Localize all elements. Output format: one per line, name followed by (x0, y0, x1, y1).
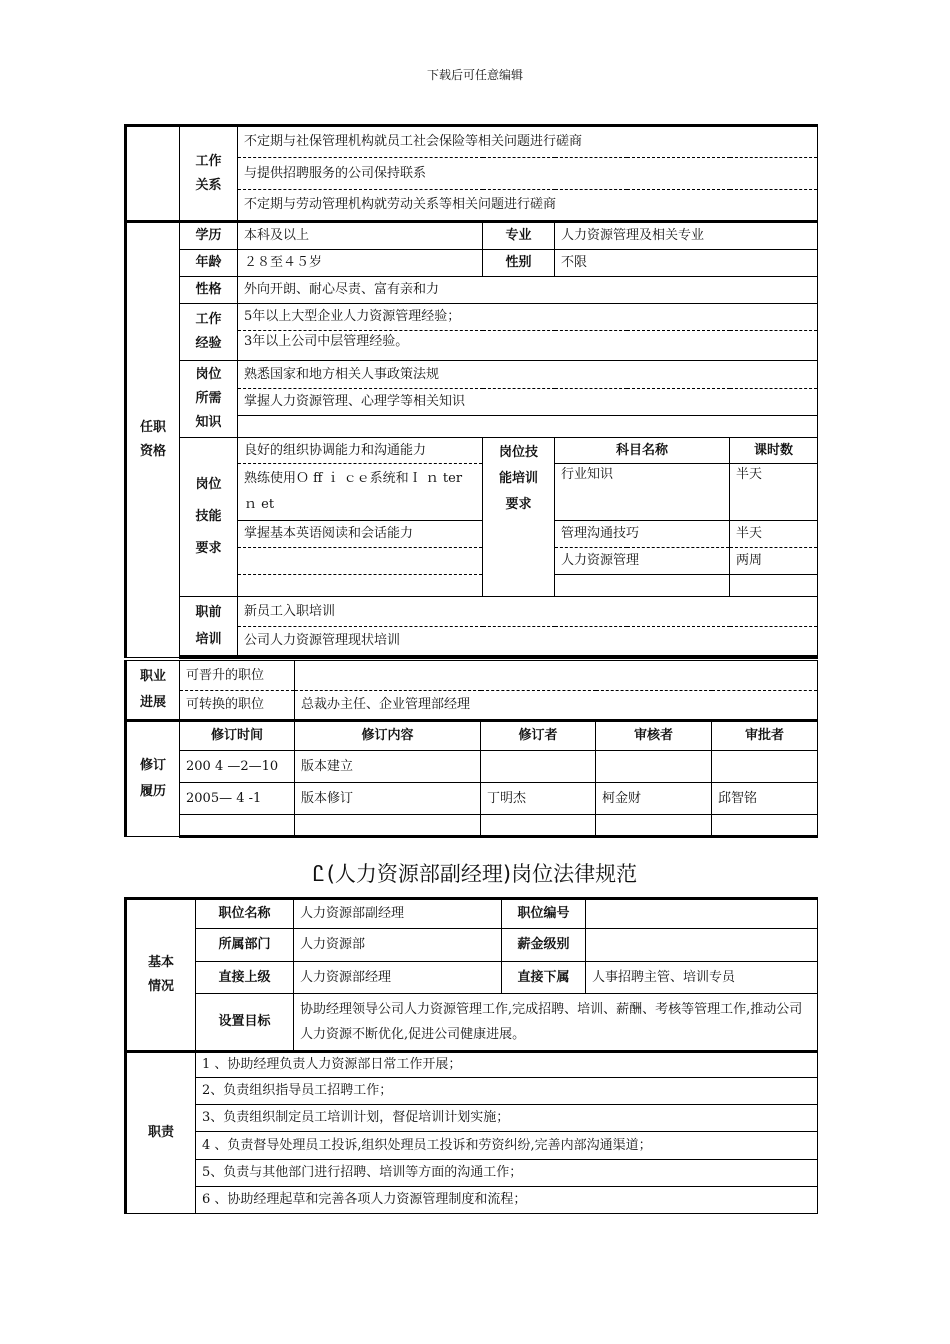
title-text: (人力资源部副经理)岗位法律规范 (326, 862, 638, 886)
section-title (0, 858, 950, 888)
pos-name-label: 职位名称 (196, 899, 294, 929)
pre-train-line: 新员工入职培训 (238, 597, 818, 627)
skill-line (238, 548, 483, 575)
duty-line: 2、负责组织指导员工招聘工作； (196, 1078, 818, 1105)
skill-line: 良好的组织协调能力和沟通能力 (238, 438, 483, 464)
know-label: 岗位 所需 知识 (180, 361, 238, 438)
promote-value (295, 661, 818, 691)
rev-header: 审批者 (712, 721, 818, 751)
course-hours (730, 575, 818, 597)
work-rel-line: 不定期与社保管理机构就员工社会保险等相关问题进行磋商 (238, 126, 818, 158)
rev-cell: 2005— 4 -1 (180, 783, 295, 815)
rev-cell (712, 815, 818, 837)
gender-value: 不限 (555, 250, 818, 277)
rev-cell (596, 815, 712, 837)
rev-cell: 200 4 —2—10 (180, 751, 295, 783)
rev-cell (712, 751, 818, 783)
title-mark: Ꮭ (312, 862, 325, 886)
rev-header: 修订内容 (295, 721, 481, 751)
exp-label: 工作 经验 (180, 304, 238, 361)
duty-line: 6 、协助经理起草和完善各项人力资源管理制度和流程； (196, 1187, 818, 1214)
blank-label (126, 126, 180, 222)
promote-label: 可晋升的职位 (180, 661, 295, 691)
pos-no-value (586, 899, 818, 929)
career-revision-table (124, 660, 818, 838)
duty-line: 5、负责与其他部门进行招聘、培训等方面的沟通工作； (196, 1160, 818, 1187)
work-rel-label: 工作 关系 (180, 126, 238, 222)
duty-label: 职责 (126, 1052, 196, 1214)
position-spec-table (124, 897, 818, 1214)
course-header: 科目名称 (555, 438, 730, 464)
rev-cell: 版本建立 (295, 751, 481, 783)
rev-cell (481, 751, 596, 783)
age-label: 年龄 (180, 250, 238, 277)
edu-value: 本科及以上 (238, 222, 483, 250)
transfer-value: 总裁办主任、企业管理部经理 (295, 691, 818, 721)
char-value: 外向开朗、耐心尽责、富有亲和力 (238, 277, 818, 304)
rev-cell: 丁明杰 (481, 783, 596, 815)
rev-cell: 柯金财 (596, 783, 712, 815)
pos-name-value: 人力资源部副经理 (294, 899, 502, 929)
duty-line: 1 、协助经理负责人力资源部日常工作开展； (196, 1052, 818, 1078)
rev-header: 修订者 (481, 721, 596, 751)
course-name (555, 575, 730, 597)
duty-line: 3、负责组织制定员工培训计划，督促培训计划实施； (196, 1105, 818, 1132)
rev-cell: 版本修订 (295, 783, 481, 815)
hours-header: 课时数 (730, 438, 818, 464)
rev-cell (180, 815, 295, 837)
rev-cell (596, 751, 712, 783)
work-rel-line: 不定期与劳动管理机构就劳动关系等相关问题进行磋商 (238, 190, 818, 222)
pre-train-label: 职前 培训 (180, 597, 238, 656)
major-value: 人力资源管理及相关专业 (555, 222, 818, 250)
salary-value (586, 929, 818, 962)
course-name: 人力资源管理 (555, 548, 730, 575)
know-line: 熟悉国家和地方相关人事政策法规 (238, 361, 818, 389)
know-line: 掌握人力资源管理、心理学等相关知识 (238, 389, 818, 416)
pos-no-label: 职位编号 (502, 899, 586, 929)
skill-label: 岗位 技能 要求 (180, 438, 238, 597)
pre-train-line: 公司人力资源管理现状培训 (238, 627, 818, 656)
edu-label: 学历 (180, 222, 238, 250)
course-hours: 半天 (730, 521, 818, 548)
course-hours: 两周 (730, 548, 818, 575)
transfer-label: 可转换的职位 (180, 691, 295, 721)
rev-cell (481, 815, 596, 837)
course-name: 行业知识 (555, 464, 730, 521)
sub-value: 人事招聘主管、培训专员 (586, 962, 818, 994)
age-value: ２８至４５岁 (238, 250, 483, 277)
sub-label: 直接下属 (502, 962, 586, 994)
divider (180, 656, 818, 658)
exp-line: 5年以上大型企业人力资源管理经验； (238, 304, 818, 331)
major-label: 专业 (483, 222, 555, 250)
rev-header: 修订时间 (180, 721, 295, 751)
basic-label: 基本 情况 (126, 899, 196, 1052)
qual-label: 任职 资格 (126, 222, 180, 658)
skill-line: 熟练使用Ｏ ff ｉ ｃｅ系统和Ｉ ｎ ter ｎ et (238, 464, 483, 521)
goal-label: 设置目标 (196, 994, 294, 1052)
exp-line: 3年以上公司中层管理经验。 (238, 331, 818, 361)
rev-cell: 邱智铭 (712, 783, 818, 815)
skill-line (238, 575, 483, 597)
course-name: 管理沟通技巧 (555, 521, 730, 548)
dept-value: 人力资源部 (294, 929, 502, 962)
rev-header: 审核者 (596, 721, 712, 751)
sup-label: 直接上级 (196, 962, 294, 994)
salary-label: 薪金级别 (502, 929, 586, 962)
rev-cell (295, 815, 481, 837)
sup-value: 人力资源部经理 (294, 962, 502, 994)
dept-label: 所属部门 (196, 929, 294, 962)
char-label: 性格 (180, 277, 238, 304)
course-hours: 半天 (730, 464, 818, 521)
work-rel-line: 与提供招聘服务的公司保持联系 (238, 158, 818, 190)
know-line (238, 416, 818, 438)
duty-line: 4 、负责督导处理员工投诉,组织处理员工投诉和劳资纠纷,完善内部沟通渠道； (196, 1132, 818, 1160)
goal-value: 协助经理领导公司人力资源管理工作,完成招聘、培训、薪酬、考核等管理工作,推动公司人力资源不断优化,促进公司健康进展。 (294, 994, 818, 1052)
page-header: 下载后可任意编辑 (426, 68, 523, 82)
rev-label: 修订 履历 (126, 721, 180, 837)
skill-line: 掌握基本英语阅读和会话能力 (238, 521, 483, 548)
career-label: 职业 进展 (126, 661, 180, 721)
job-spec-table (124, 124, 818, 659)
gender-label: 性别 (483, 250, 555, 277)
train-label: 岗位技 能培训 要求 (483, 438, 555, 597)
